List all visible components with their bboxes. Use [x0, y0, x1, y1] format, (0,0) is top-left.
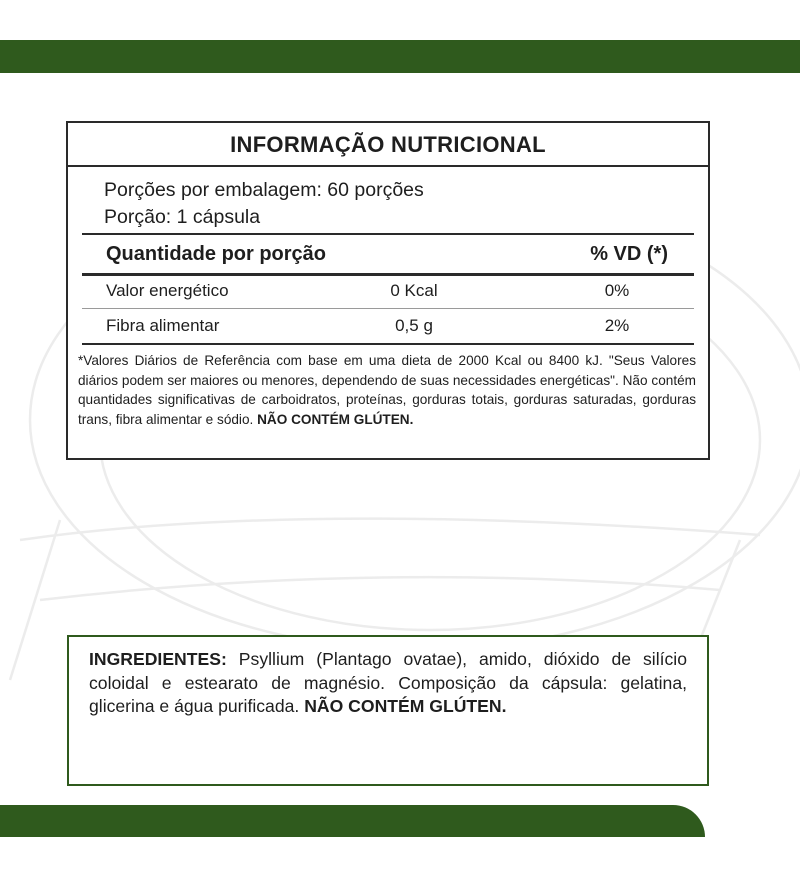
- nutrition-title: INFORMAÇÃO NUTRICIONAL: [68, 123, 708, 167]
- nutrient-amount: 0 Kcal: [390, 281, 438, 300]
- table-row: [82, 274, 694, 309]
- nutrition-facts-table: [66, 121, 710, 460]
- nutrient-dv: 0%: [604, 281, 630, 300]
- footnote-gluten-warning: NÃO CONTÉM GLÚTEN.: [257, 411, 414, 427]
- serving-info: [68, 167, 708, 231]
- ingredients-label: INGREDIENTES:: [89, 649, 227, 669]
- bottom-green-band: [0, 805, 705, 837]
- ingredients-gluten-warning: NÃO CONTÉM GLÚTEN.: [304, 696, 507, 716]
- serving-size: Porção: 1 cápsula: [104, 206, 261, 228]
- nutrition-footnote: [78, 351, 696, 429]
- footnote-text: *Valores Diários de Referência com base em uma dieta de 2000 Kcal ou 8400 kJ. "Seus Valores diários podem ser maiores ou menores, dependendo de suas necessidades energéticas". Não contém quantidades significativas de carboidratos, proteínas, gorduras totais, gorduras saturadas, gorduras trans, fibra alimentar e sódio.: [78, 353, 696, 427]
- nutrient-name: Fibra alimentar: [106, 316, 220, 335]
- nutrient-dv: 2%: [604, 316, 630, 335]
- nutrient-name: Valor energético: [106, 281, 229, 300]
- table-header: [82, 233, 694, 276]
- ingredients-text: Psyllium (Plantago ovatae), amido, dióxido de silício coloidal e estearato de magnésio. Composição da cápsula: gelatina, glicerina e água purificada.: [89, 649, 687, 716]
- table-row: [82, 309, 694, 345]
- header-quantity: Quantidade por porção: [106, 243, 327, 265]
- servings-per-package: Porções por embalagem: 60 porções: [104, 179, 424, 201]
- nutrient-amount: 0,5 g: [395, 316, 433, 335]
- header-daily-value: % VD (*): [590, 243, 668, 265]
- ingredients-box: [67, 635, 709, 786]
